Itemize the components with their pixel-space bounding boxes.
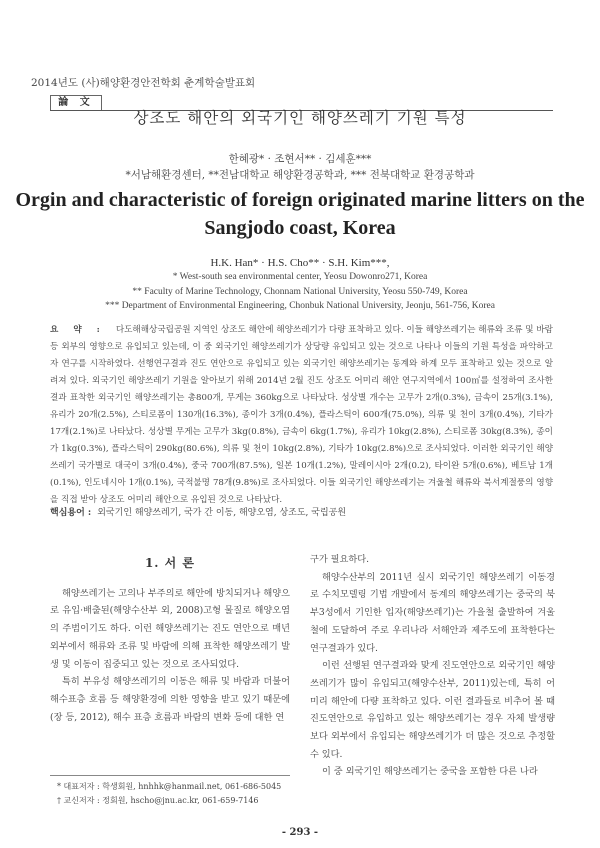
abstract-text: 다도해해상국립공원 지역인 상조도 해안에 해양쓰레기가 다량 표착하고 있다. 이들 해양쓰레기는 해류와 조류 및 바람 등 외부의 영향으로 유입되고 있는데, 이 중 외국기인 해양쓰레기가 상당량 유입되고 있는 것으로 나타나 이들의 기원 특성을 파악하고자 연구를 시작하였다. 선행연구결과 진도 연안으로 유입되고 있는 외국기인 해양쓰레기는 동계와 하계 모두 표착하고 있는 것으로 알려져 있다. 외국기인 해양쓰레기 기원을 알아보기 위해 2014년 2월 진도 상조도 어미리 해안 연구지역에서 100㎡를 설정하여 조사한 결과 표착한 외국기인 해양쓰레기는 총800개, 무게는 360kg으로 나타났다. 성상별 개수는 고무가 2개(0.3%), 금속이 25개(3.1%), 유리가 20개(2.5%), 스티로폼이 130개(16.3%), 종이가 3개(0.4%), 플라스틱이 600개(75.0%), 의류 및 천이 3개(0.4%), 기타가17개(2.1%)로 나타났다. 성상별 무게는 고무가 3kg(0.8%), 금속이 6kg(1.7%), 유리가 10kg(2.8%), 스티로폼 30kg(8.3%), 종이가 1kg(0.3%), 플라스틱이 290kg(80.6%), 의류 및 천이 10kg(2.8%), 기타가 10kg(2.8%)으로 조사되었다. 이러한 외국기인 해양쓰레기 국가별로 대국이 3개(0.4%), 중국 700개(87.5%), 일본 10개(1.2%), 말레이시아 2개(0.2), 타이완 5개(0.6%), 베트남 1개(0.1%), 인도네시아 1개(0.1%), 국적불명 78개(9.8%)로 조사되었다. 이들 외국기인 해양쓰레기는 겨울철 해류와 북서계절풍의 영향을 직접 받아 상조도 어미리 해안으로 유입된 것으로 나타났다. xyxy=(50,325,553,505)
right-column xyxy=(310,551,555,781)
section-heading: 1. 서 론 xyxy=(144,556,196,570)
paragraph: 해양수산부의 2011년 실시 외국기인 해양쓰레기 이동경로 수치모델링 기법 개발에서 동계의 해양쓰레기는 중국의 북부3성에서 기인한 입자(해양쓰레기)는 가을철 출발하여 겨울철에 도달하여 주로 우리나라 서해안과 제주도에 표착한다는 연구결과가 있다. xyxy=(310,571,555,654)
english-affiliation-3: *** Department of Environmental Engineering, Chonbuk National University, Jeonju, 561-756, Korea xyxy=(105,301,495,311)
paper-type-label: 論 文 xyxy=(50,95,102,111)
left-column xyxy=(50,555,290,726)
footnote-rule xyxy=(50,775,290,776)
page-number: - 293 - xyxy=(281,827,319,838)
footnotes xyxy=(57,780,297,808)
abstract xyxy=(50,322,553,509)
paragraph: 해양쓰레기는 고의나 부주의로 해안에 방치되거나 해양으로 유입·배출된(해양수산부 외, 2008)고형 물질로 해양오염의 주범이기도 하다. 이런 해양쓰레기는 진도 연안으로 매년 외부에서 해류와 조류 및 바람에 의해 표착한 해양쓰레기 발생 및 이동이 집중되고 있는 것으로 조사되었다. xyxy=(50,587,290,670)
footnote-primary: † 교신저자 : 정회원, hscho@jnu.ac.kr, 061-659-7146 xyxy=(57,796,259,805)
keywords xyxy=(50,505,553,518)
abstract-label: 요 약 : xyxy=(50,325,106,335)
english-authors: H.K. Han* · H.S. Cho** · S.H. Kim***, xyxy=(210,257,390,269)
paragraph: 이런 선행된 연구결과와 맞게 진도연안으로 외국기인 해양쓰레기가 많이 유입되고(해양수산부, 2011)있는데, 특히 어미리 해안에 다량 표착하고 있다. 이런 결과들로 비추어 볼 때 진도연안으로 유입하고 있는 해양쓰레기는 경우 자체 발생량보다 외부에서 유입되는 해양쓰레기가 더 많은 것으로 추정할 수 있다. xyxy=(310,660,555,760)
footnote-corresponding: * 대표저자 : 학생회원, hnhhk@hanmail.net, 061-686-5045 xyxy=(57,782,282,791)
keywords-label: 핵심용어 : xyxy=(50,508,92,518)
english-affiliation-2: ** Faculty of Marine Technology, Chonnam National University, Yeosu 550-749, Korea xyxy=(132,287,468,297)
keywords-text: 외국기인 해양쓰레기, 국가 간 이동, 해양오염, 상조도, 국립공원 xyxy=(97,508,347,518)
korean-title: 상조도 해안의 외국기인 해양쓰레기 기원 특성 xyxy=(133,109,467,127)
english-affiliation-1: * West-south sea environmental center, Yeosu Dowonro271, Korea xyxy=(172,272,428,282)
conference-header: 2014년도 (사)해양환경안전학회 춘계학술발표회 xyxy=(31,77,256,89)
korean-authors: 한혜광* · 조현서** · 김세훈*** xyxy=(228,153,372,165)
paragraph: 이 중 외국기인 해양쓰레기는 중국을 포함한 다른 나라 xyxy=(322,766,538,778)
paragraph: 특히 부유성 해양쓰레기의 이동은 해류 및 바람과 더불어 해수표층 흐름 등 해양환경에 의한 영향을 받고 있기 때문에(장 등, 2012), 해수 표층 흐름과 바람의 변화 등에 대한 연 xyxy=(50,676,290,723)
korean-affiliations: *서남해환경센터, **전남대학교 해양환경공학과, *** 전북대학교 환경공학과 xyxy=(125,169,475,181)
english-title: Orgin and characteristic of foreign originated marine litters on the Sangjodo coast, Korea xyxy=(15,189,585,239)
paragraph: 구가 필요하다. xyxy=(310,554,370,565)
